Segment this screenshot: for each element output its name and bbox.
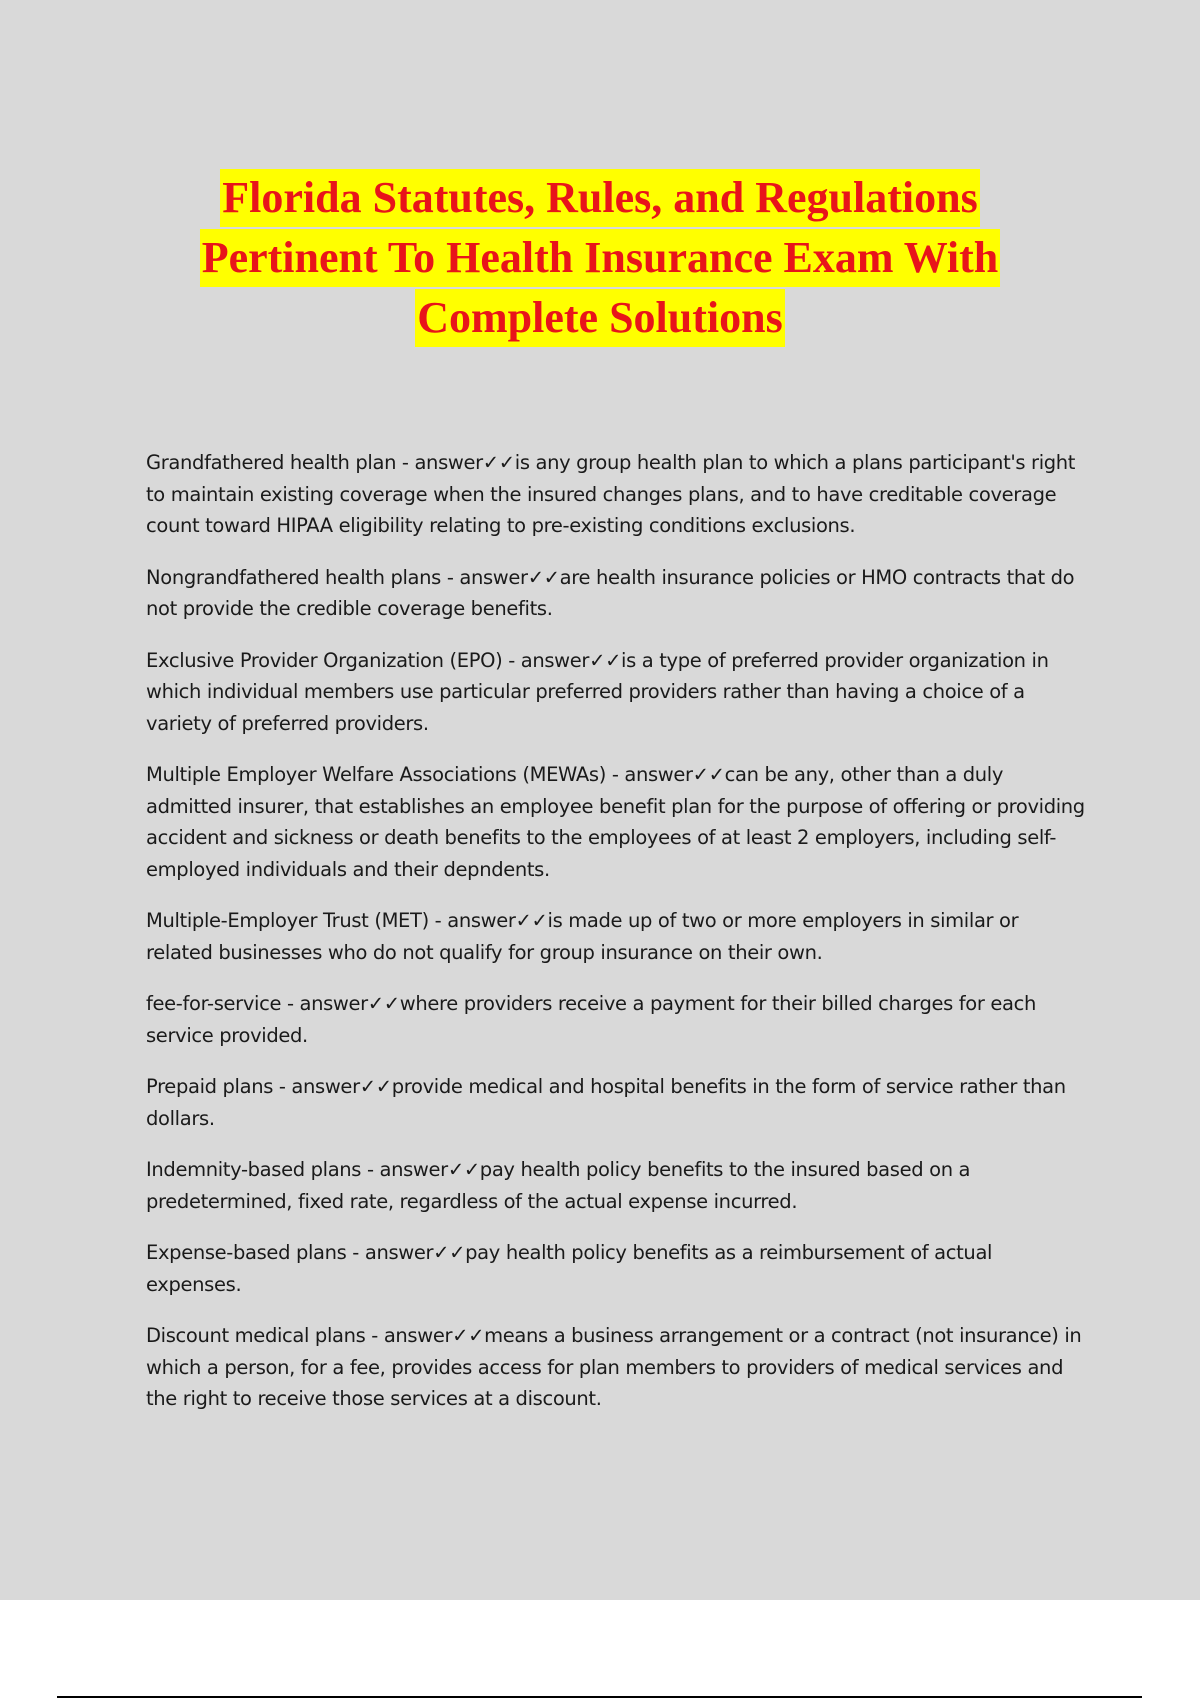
definition-exclusive-provider-organization: Exclusive Provider Organization (EPO) - answer✓✓is a type of preferred provider organization in which individual members use particular preferred providers rather than having a choice of a variety of preferred providers. <box>146 648 1049 735</box>
definition-indemnity-based-plans: Indemnity-based plans - answer✓✓pay health policy benefits to the insured based on a predetermined, fixed rate, regardless of the actual expense incurred. <box>146 1158 971 1213</box>
title-line-3: Complete Solutions <box>415 289 784 347</box>
title-line-2: Pertinent To Health Insurance Exam With <box>200 229 1001 287</box>
definition-mewas: Multiple Employer Welfare Associations (MEWAs) - answer✓✓can be any, other than a duly admitted insurer, that establishes an employee benefit plan for the purpose of offering or providing accident and sickness or death benefits to the employees of at least 2 employers, including self-employed individuals and their depndents. <box>146 763 1085 881</box>
footer-divider <box>57 1696 1142 1698</box>
definition-multiple-employer-trust: Multiple-Employer Trust (MET) - answer✓✓is made up of two or more employers in similar or related businesses who do not qualify for group insurance on their own. <box>146 909 1019 964</box>
definition-list <box>146 447 1086 1435</box>
document-title <box>100 168 1100 348</box>
definition-nongrandfathered-health-plans: Nongrandfathered health plans - answer✓✓are health insurance policies or HMO contracts that do not provide the credible coverage benefits. <box>146 565 1075 620</box>
definition-discount-medical-plans: Discount medical plans - answer✓✓means a business arrangement or a contract (not insurance) in which a person, for a fee, provides access for plan members to providers of medical services and the right to receive those services at a discount. <box>146 1324 1082 1410</box>
definition-expense-based-plans: Expense-based plans - answer✓✓pay health policy benefits as a reimbursement of actual expenses. <box>146 1241 993 1296</box>
definition-fee-for-service: fee-for-service - answer✓✓where providers receive a payment for their billed charges for each service provided. <box>146 992 1037 1047</box>
definition-prepaid-plans: Prepaid plans - answer✓✓provide medical and hospital benefits in the form of service rather than dollars. <box>146 1075 1066 1130</box>
title-line-1: Florida Statutes, Rules, and Regulations <box>220 169 979 227</box>
definition-grandfathered-health-plan: Grandfathered health plan - answer✓✓is any group health plan to which a plans participant's right to maintain existing coverage when the insured changes plans, and to have creditable coverage count toward HIPAA eligibility relating to pre-existing conditions exclusions. <box>146 451 1076 537</box>
